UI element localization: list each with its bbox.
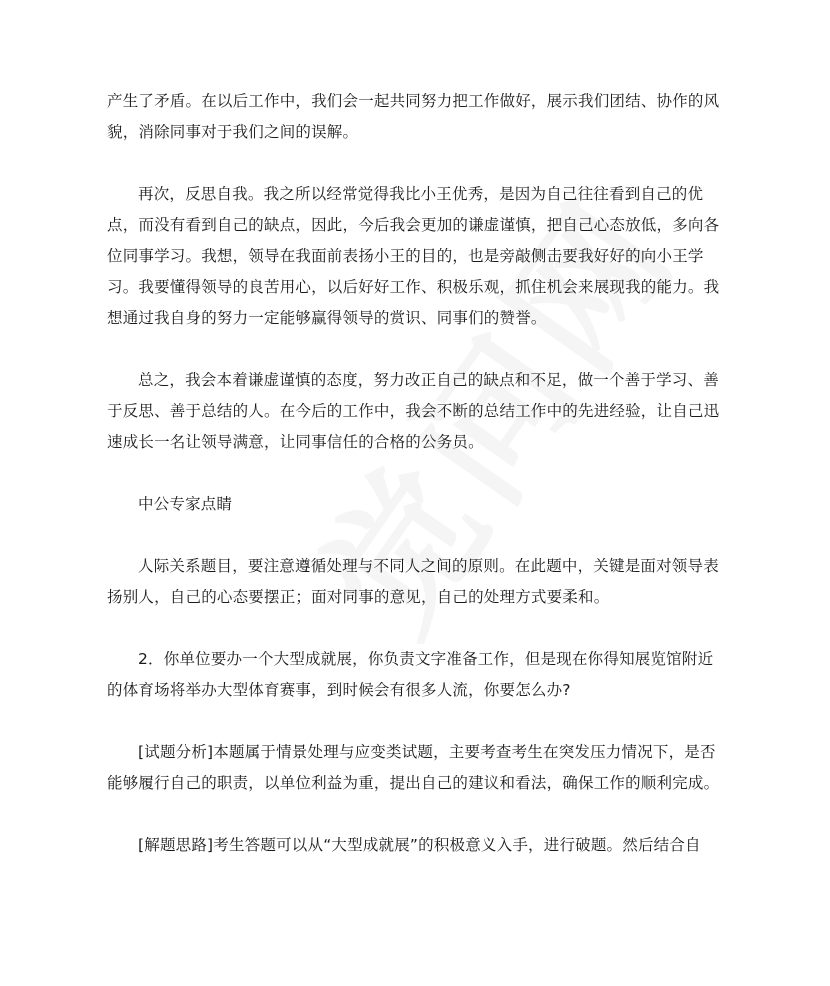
paragraph-expert-comment: 人际关系题目，要注意遵循处理与不同人之间的原则。在此题中，关键是面对领导表扬别人，自己的心态要摆正；面对同事的意见，自己的处理方式要柔和。 bbox=[107, 557, 719, 606]
question-2: 2．你单位要办一个大型成就展，你负责文字准备工作，但是现在你得知展览馆附近的体育场将举办大型体育赛事，到时候会有很多人流，你要怎么办? bbox=[107, 650, 714, 699]
paragraph-conclusion: 总之，我会本着谦虚谨慎的态度，努力改正自己的缺点和不足，做一个善于学习、善于反思、善于总结的人。在今后的工作中，我会不断的总结工作中的先进经验，让自己迅速成长一名让领导满意，让同事信任的合格的公务员。 bbox=[107, 371, 720, 451]
document-body bbox=[107, 86, 727, 861]
paragraph-solution-approach: [解题思路]考生答题可以从“大型成就展”的积极意义入手，进行破题。然后结合自 bbox=[138, 836, 701, 854]
section-heading-expert-comment: 中公专家点睛 bbox=[138, 495, 233, 513]
paragraph-continuation: 产生了矛盾。在以后工作中，我们会一起共同努力把工作做好，展示我们团结、协作的风貌，消除同事对于我们之间的误解。 bbox=[107, 92, 720, 141]
paragraph-question-analysis: [试题分析]本题属于情景处理与应变类试题，主要考查考生在突发压力情况下，是否能够履行自己的职责，以单位利益为重，提出自己的建议和看法，确保工作的顺利完成。 bbox=[107, 743, 720, 792]
paragraph-reflection: 再次，反思自我。我之所以经常觉得我比小王优秀，是因为自己往往看到自己的优点，而没有看到自己的缺点，因此，今后我会更加的谦虚谨慎，把自己心态放低，多向各位同事学习。我想，领导在我面前表扬小王的目的，也是旁敲侧击要我好好的向小王学习。我要懂得领导的良苦用心，以后好好工作、积极乐观，抓住机会来展现我的能力。我想通过我自身的努力一定能够赢得领导的赏识、同事们的赞誉。 bbox=[107, 185, 720, 327]
